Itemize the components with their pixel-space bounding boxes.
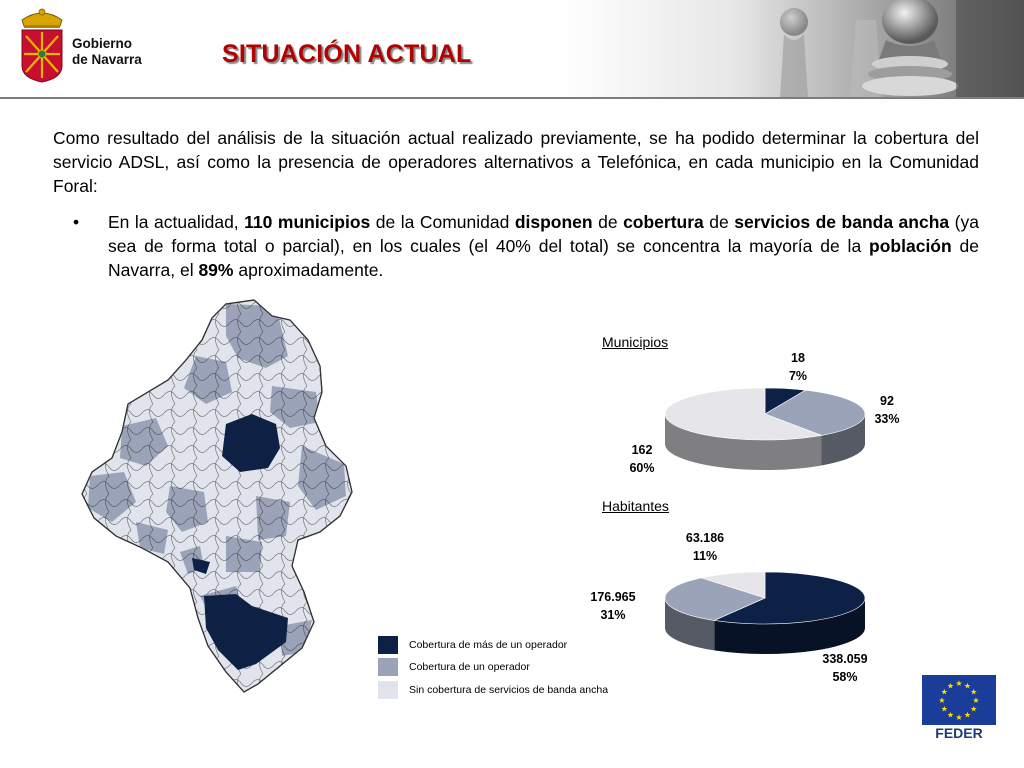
chart-title-municipios: Municipios	[602, 334, 669, 350]
eu-star-icon: ★	[946, 681, 955, 691]
percent-label: 60%	[629, 461, 655, 475]
eu-star-icon: ★	[938, 696, 946, 705]
legend-swatch	[378, 681, 398, 699]
value-label: 176.965	[590, 590, 636, 604]
percent-label: 33%	[874, 412, 900, 426]
chess-pieces-image	[620, 0, 1024, 97]
value-label: 162	[631, 443, 653, 457]
pie-label-habitantes-1	[580, 588, 646, 624]
pie-chart-municipios	[650, 372, 880, 482]
logo-line-2: de Navarra	[72, 52, 142, 67]
eu-star-icon: ★	[972, 696, 980, 705]
bullet-plain-text: de	[592, 212, 624, 232]
map-regions	[76, 296, 386, 716]
bullet-text	[108, 210, 979, 282]
legend-item-multi-operator	[378, 636, 638, 656]
intro-paragraph: Como resultado del análisis de la situación actual realizado previamente, se ha podido determinar la cobertura del servicio ADSL, así como la presencia de operadores alternativos a Telefónica, en cada municipio en la Comunidad Foral:	[53, 128, 979, 196]
bullet-bold-text: población	[869, 236, 952, 256]
eu-star-icon: ★	[955, 679, 963, 688]
bullet-plain-text: de	[703, 212, 735, 232]
eu-star-icon: ★	[970, 687, 978, 697]
bullet-plain-text: En la actualidad,	[108, 212, 245, 232]
legend-swatch	[378, 658, 398, 676]
bullet-marker: •	[73, 212, 80, 232]
eu-star-icon: ★	[963, 681, 972, 691]
logo-line-1: Gobierno	[72, 36, 132, 51]
legend-item-single-operator	[378, 658, 638, 678]
legend-label: Cobertura de un operador	[409, 661, 530, 673]
pie-label-municipios-2	[620, 441, 664, 477]
bullet-plain-text: de Navarra, el	[108, 236, 980, 280]
legend-label: Sin cobertura de servicios de banda ancha	[409, 684, 609, 696]
page-title: SITUACIÓN ACTUAL	[222, 40, 472, 68]
eu-star-icon: ★	[946, 710, 955, 720]
legend-label: Cobertura de más de un operador	[409, 639, 568, 651]
header-banner	[0, 0, 1024, 97]
legend-swatch	[378, 636, 398, 654]
bullet-plain-text: (ya sea de forma total o parcial), en los cuales (el 40% del total) se concentra la mayoría de la	[108, 212, 979, 256]
bullet-plain-text: aproximadamente.	[233, 260, 384, 280]
legend-item-no-coverage	[378, 681, 638, 701]
chart-title-habitantes: Habitantes	[602, 498, 669, 514]
percent-label: 7%	[788, 369, 808, 383]
bullet-bold-text: servicios de banda ancha	[734, 212, 950, 232]
value-label: 338.059	[822, 652, 868, 666]
value-label: 92	[880, 394, 894, 408]
eu-star-icon: ★	[955, 713, 963, 722]
eu-star-icon: ★	[970, 704, 978, 714]
percent-label: 11%	[692, 549, 718, 563]
percent-label: 31%	[600, 608, 626, 622]
value-label: 63.186	[685, 531, 725, 545]
pie-label-municipios-1	[866, 392, 908, 428]
pie-label-habitantes-0	[812, 650, 878, 686]
bullet-bold-text: disponen	[514, 212, 593, 232]
feder-label: FEDER	[935, 725, 983, 741]
navarra-coverage-map	[76, 296, 386, 716]
eu-star-icon: ★	[940, 687, 948, 697]
bullet-bold-text: 110 municipios	[244, 212, 371, 232]
value-label: 18	[791, 351, 805, 365]
percent-label: 58%	[832, 670, 858, 684]
eu-star-icon: ★	[963, 710, 972, 720]
logo-wordmark	[72, 36, 142, 68]
bullet-bold-text: 89%	[198, 260, 234, 280]
eu-star-icon: ★	[940, 704, 948, 714]
bullet-plain-text: de la Comunidad	[370, 212, 515, 232]
bullet-bold-text: cobertura	[623, 212, 704, 232]
header-divider	[0, 97, 1024, 99]
pie-label-municipios-0	[778, 349, 818, 385]
pie-label-habitantes-2	[672, 529, 738, 565]
